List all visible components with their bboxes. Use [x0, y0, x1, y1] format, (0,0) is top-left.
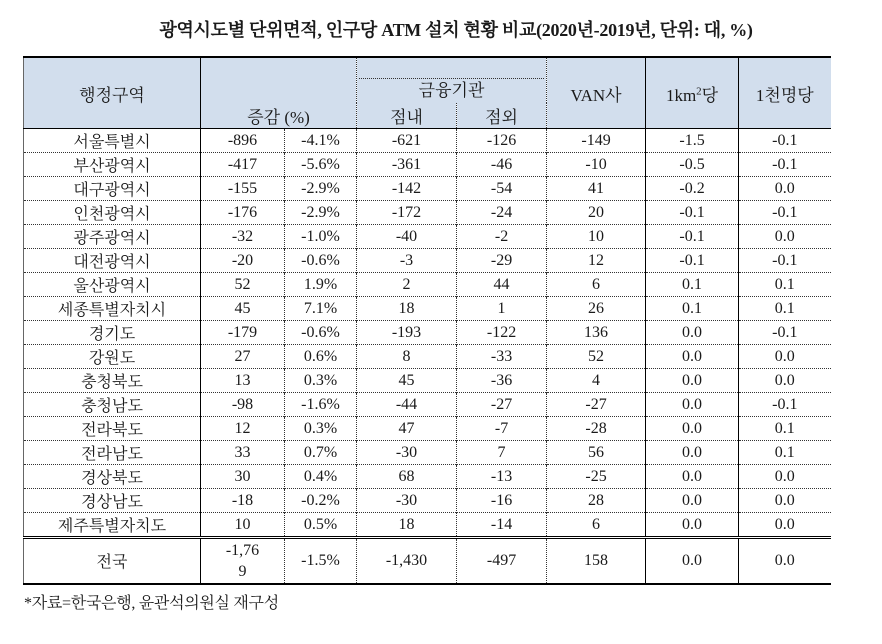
value-cell: -2.9%	[285, 201, 357, 225]
value-cell: 0.3%	[285, 417, 357, 441]
value-cell: 7	[457, 441, 547, 465]
value-cell: 0.0	[646, 345, 739, 369]
value-cell: 45	[201, 297, 285, 321]
value-cell: 4	[547, 369, 646, 393]
header-change: 증감 (%)	[201, 57, 357, 129]
region-cell: 경상북도	[24, 465, 201, 489]
value-cell: 12	[547, 249, 646, 273]
region-cell: 부산광역시	[24, 153, 201, 177]
value-cell: 68	[357, 465, 457, 489]
table-row-total	[24, 538, 831, 584]
value-cell: -44	[357, 393, 457, 417]
value-cell: -1,769	[201, 538, 285, 584]
page-title: 광역시도별 단위면적, 인구당 ATM 설치 현황 비교(2020년-2019년, 단위: 대, %)	[159, 20, 753, 40]
value-cell: -20	[201, 249, 285, 273]
value-cell: 0.7%	[285, 441, 357, 465]
value-cell: 20	[547, 201, 646, 225]
value-cell: -0.2%	[285, 489, 357, 513]
value-cell: -0.1	[739, 201, 831, 225]
value-cell: -0.1	[739, 393, 831, 417]
table-body	[24, 129, 831, 584]
table-row	[24, 441, 831, 465]
value-cell: -149	[547, 129, 646, 153]
region-cell: 충청북도	[24, 369, 201, 393]
value-cell: 0.0	[739, 369, 831, 393]
value-cell: -155	[201, 177, 285, 201]
region-cell: 강원도	[24, 345, 201, 369]
value-cell: 0.1	[646, 297, 739, 321]
region-cell: 충청남도	[24, 393, 201, 417]
value-cell: -32	[201, 225, 285, 249]
value-cell: -179	[201, 321, 285, 345]
value-cell: 10	[201, 513, 285, 538]
header-financial-group	[357, 57, 547, 103]
value-cell: -1.0%	[285, 225, 357, 249]
table-row	[24, 513, 831, 538]
header-van: VAN사	[547, 57, 646, 129]
table-row	[24, 249, 831, 273]
table-row	[24, 297, 831, 321]
value-cell: -142	[357, 177, 457, 201]
value-cell: -0.1	[772, 131, 798, 149]
atm-comparison-table	[23, 56, 831, 585]
value-cell: 26	[547, 297, 646, 321]
value-cell: -7	[457, 417, 547, 441]
value-cell: 18	[357, 297, 457, 321]
value-cell: 0.0	[739, 538, 831, 584]
value-cell: 0.0	[739, 225, 831, 249]
value-cell: -122	[457, 321, 547, 345]
value-cell: -28	[547, 417, 646, 441]
value-cell: 6	[547, 513, 646, 538]
region-cell: 인천광역시	[24, 201, 201, 225]
value-cell: -1.6%	[285, 393, 357, 417]
value-cell: 0.1	[739, 417, 831, 441]
value-cell: 0.5%	[285, 513, 357, 538]
source-footnote: *자료=한국은행, 윤관석의원실 재구성	[24, 594, 279, 612]
value-cell: 158	[547, 538, 646, 584]
header-out-store: 점외	[457, 103, 547, 129]
table-row	[24, 417, 831, 441]
value-cell: 12	[201, 417, 285, 441]
region-cell: 전라북도	[24, 417, 201, 441]
value-cell: -0.1	[646, 201, 739, 225]
value-cell: -33	[457, 345, 547, 369]
value-cell: 0.0	[646, 417, 739, 441]
value-cell: -172	[357, 201, 457, 225]
value-cell: 28	[547, 489, 646, 513]
value-cell: -896	[201, 129, 285, 153]
value-cell: -36	[457, 369, 547, 393]
value-cell: -497	[457, 538, 547, 584]
table-row	[24, 273, 831, 297]
value-cell: 0.0	[739, 489, 831, 513]
table-row	[24, 153, 831, 177]
value-cell: 1.9%	[285, 273, 357, 297]
value-cell: 45	[357, 369, 457, 393]
value-cell: -0.1	[739, 249, 831, 273]
value-cell: -0.6%	[285, 249, 357, 273]
value-cell: 0.0	[646, 369, 739, 393]
table-row	[24, 369, 831, 393]
value-cell: 0.0	[646, 489, 739, 513]
value-cell: -1.5%	[285, 538, 357, 584]
value-cell: 18	[357, 513, 457, 538]
table-row	[24, 393, 831, 417]
value-cell: -621	[357, 129, 457, 153]
value-cell: 30	[201, 465, 285, 489]
value-cell: -5.6%	[285, 153, 357, 177]
region-cell: 전국	[24, 538, 201, 584]
header-region: 행정구역	[24, 57, 201, 129]
value-cell: -3	[357, 249, 457, 273]
table-row	[24, 489, 831, 513]
value-cell: -0.1	[739, 321, 831, 345]
value-cell: 0.0	[739, 177, 831, 201]
region-cell: 서울특별시	[24, 129, 201, 153]
value-cell: 0.0	[646, 441, 739, 465]
value-cell: -24	[457, 201, 547, 225]
value-cell: -25	[547, 465, 646, 489]
value-cell: 10	[547, 225, 646, 249]
table-header	[24, 57, 831, 129]
value-cell: 0.0	[739, 513, 831, 538]
financial-group-box: 금융기관	[359, 78, 544, 103]
value-cell: -2.9%	[285, 177, 357, 201]
value-cell: 52	[547, 345, 646, 369]
value-cell: -98	[201, 393, 285, 417]
region-cell: 대구광역시	[24, 177, 201, 201]
header-in-store: 점내	[357, 103, 457, 129]
value-cell: 8	[357, 345, 457, 369]
value-cell: 0.1	[739, 297, 831, 321]
value-cell: 0.0	[646, 393, 739, 417]
table-row	[24, 465, 831, 489]
value-cell: -46	[457, 153, 547, 177]
value-cell: -0.2	[646, 177, 739, 201]
value-cell: -0.5	[646, 153, 739, 177]
region-cell: 세종특별자치시	[24, 297, 201, 321]
value-cell: 0.6%	[285, 345, 357, 369]
value-cell: -361	[357, 153, 457, 177]
value-cell: -126	[457, 129, 547, 153]
value-cell: -193	[357, 321, 457, 345]
value-cell: 0.0	[646, 465, 739, 489]
value-cell: 56	[547, 441, 646, 465]
value-cell: 0.0	[646, 538, 739, 584]
value-cell: -29	[457, 249, 547, 273]
value-cell: -54	[457, 177, 547, 201]
value-cell: -417	[201, 153, 285, 177]
value-cell: 0.1	[739, 441, 831, 465]
value-cell: 0.1	[739, 273, 831, 297]
value-cell: 0.1	[646, 273, 739, 297]
value-cell: 0.0	[739, 465, 831, 489]
value-cell: 136	[547, 321, 646, 345]
value-cell: 1	[457, 297, 547, 321]
region-cell: 울산광역시	[24, 273, 201, 297]
value-cell: 44	[457, 273, 547, 297]
region-cell: 경기도	[24, 321, 201, 345]
value-cell: -0.1	[739, 153, 831, 177]
table-row	[24, 201, 831, 225]
value-cell: -0.6%	[285, 321, 357, 345]
value-cell: -4.1%	[285, 129, 357, 153]
value-cell: -1,430	[357, 538, 457, 584]
value-cell: -30	[357, 441, 457, 465]
value-cell: -0.1	[646, 225, 739, 249]
value-cell: 33	[201, 441, 285, 465]
region-cell: 경상남도	[24, 489, 201, 513]
header-per-km2: $1km^2$당	[646, 57, 739, 129]
value-cell: 2	[357, 273, 457, 297]
value-cell: -0.1	[646, 249, 739, 273]
value-cell: 27	[201, 345, 285, 369]
value-cell: 0.0	[739, 345, 831, 369]
value-cell: -30	[357, 489, 457, 513]
value-cell: 41	[547, 177, 646, 201]
region-cell: 대전광역시	[24, 249, 201, 273]
value-cell: 0.4%	[285, 465, 357, 489]
value-cell: -16	[457, 489, 547, 513]
table-row	[24, 321, 831, 345]
value-cell: 7.1%	[285, 297, 357, 321]
value-cell: -10	[547, 153, 646, 177]
value-cell: 0.3%	[285, 369, 357, 393]
table-row	[24, 225, 831, 249]
region-cell: 전라남도	[24, 441, 201, 465]
value-cell: -27	[457, 393, 547, 417]
value-cell: 0.0	[646, 513, 739, 538]
superscript-2: 2	[696, 84, 702, 97]
region-cell: 제주특별자치도	[24, 513, 201, 538]
value-cell: -27	[547, 393, 646, 417]
value-cell: 6	[547, 273, 646, 297]
header-per-1000: 1천명당	[739, 57, 831, 129]
value-cell: -40	[357, 225, 457, 249]
region-cell: 광주광역시	[24, 225, 201, 249]
table-row	[24, 129, 831, 153]
table-row	[24, 345, 831, 369]
value-cell: -1.5	[646, 129, 739, 153]
value-cell: 13	[201, 369, 285, 393]
value-cell: 47	[357, 417, 457, 441]
value-cell: -18	[201, 489, 285, 513]
value-cell: 0.0	[646, 321, 739, 345]
value-cell: -13	[457, 465, 547, 489]
value-cell: -14	[457, 513, 547, 538]
value-cell: -2	[457, 225, 547, 249]
value-cell: 52	[201, 273, 285, 297]
value-cell: -176	[201, 201, 285, 225]
table-row	[24, 177, 831, 201]
